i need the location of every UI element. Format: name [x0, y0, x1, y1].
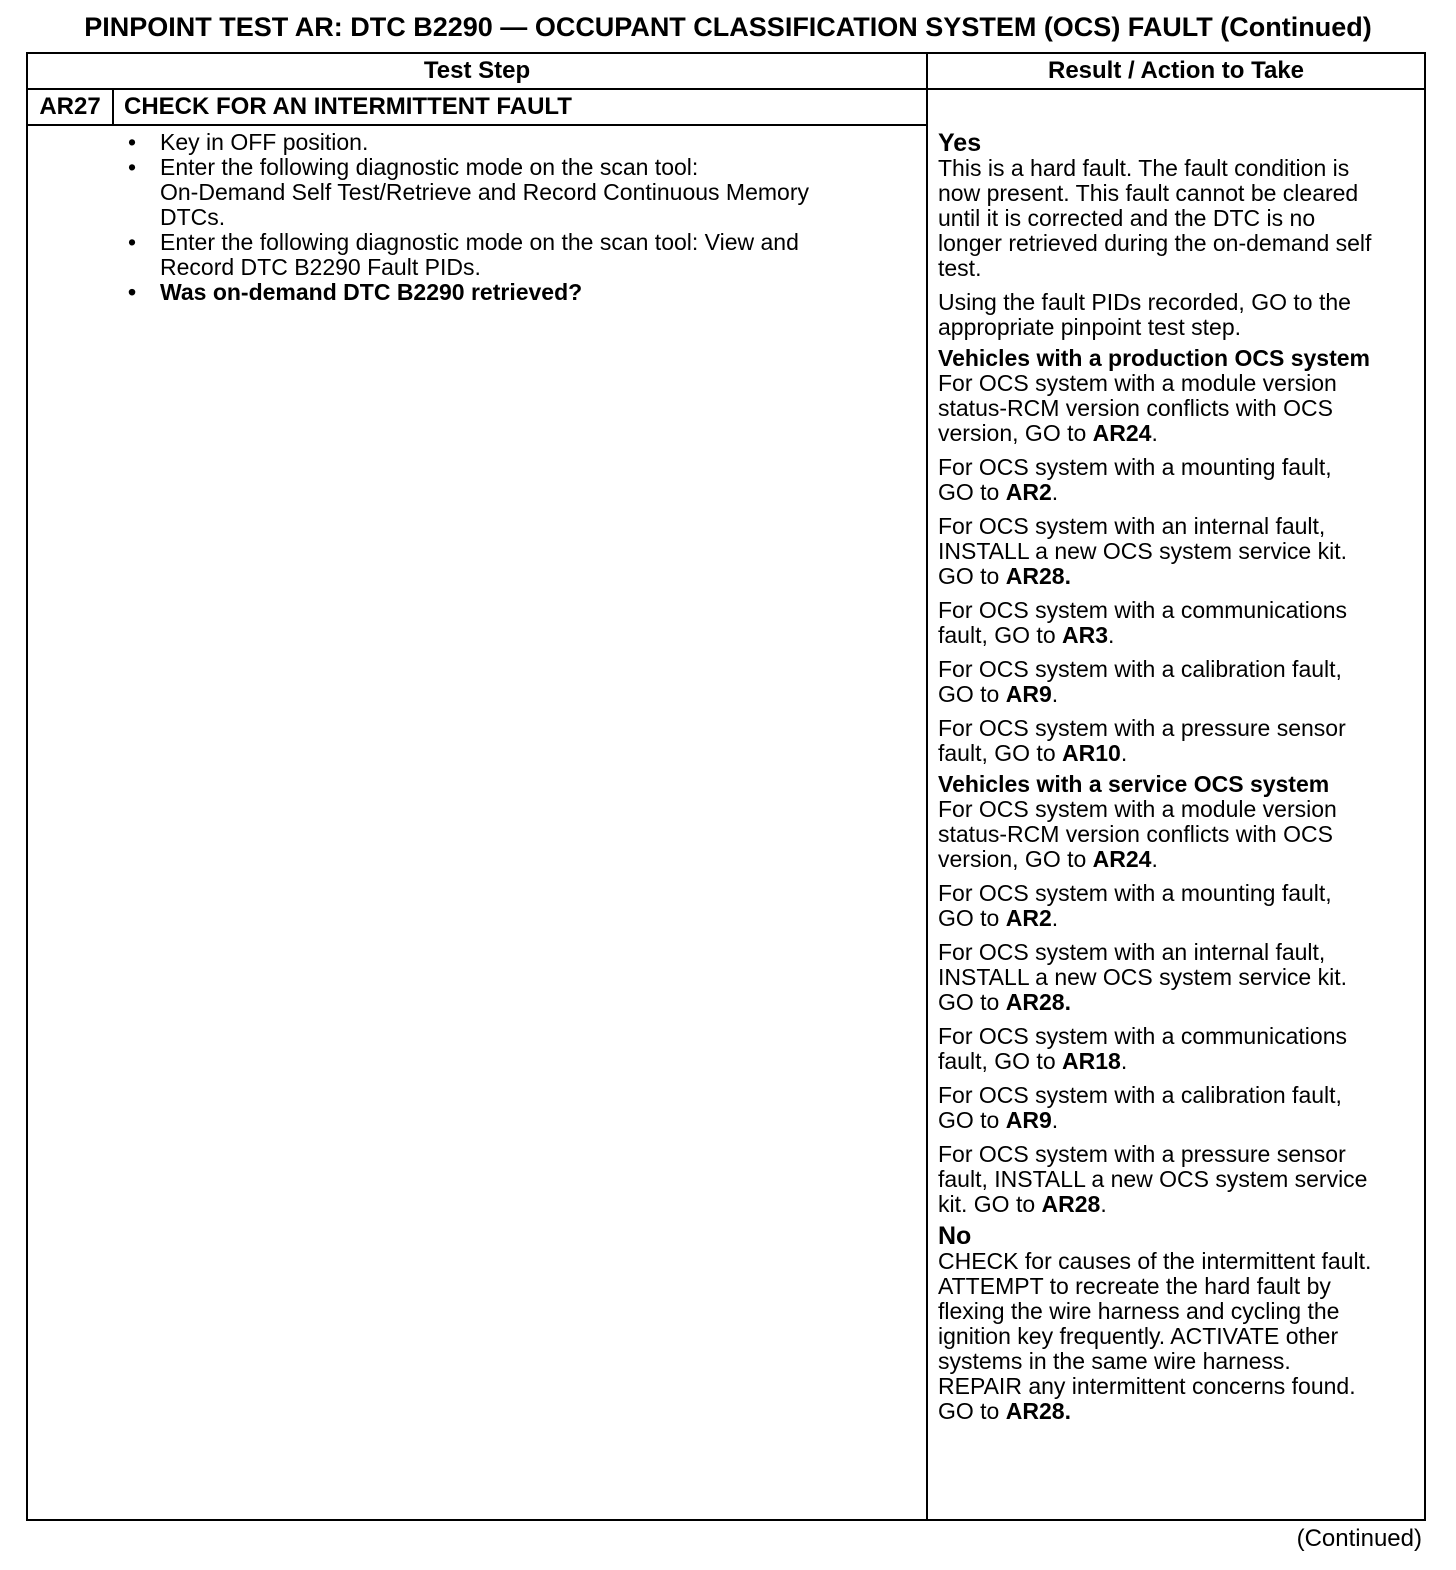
result-text: GO to AR2.	[938, 479, 1059, 505]
service-ocs-item	[938, 1142, 1420, 1217]
instruction-text: • Enter the following diagnostic mode on the scan tool:	[160, 154, 699, 180]
result-yes-paragraph	[938, 156, 1420, 281]
result-text: GO to AR9.	[938, 1107, 1059, 1133]
production-ocs-section	[938, 346, 1420, 446]
continued-label: (Continued)	[1296, 1525, 1422, 1552]
result-no-label: No	[938, 1222, 972, 1250]
result-text: systems in the same wire harness.	[938, 1348, 1291, 1374]
production-ocs-item	[938, 657, 1420, 707]
instruction-text: • Was on-demand DTC B2290 retrieved?	[160, 279, 583, 305]
step-reference: AR10	[1062, 740, 1121, 766]
result-text: For OCS system with a pressure sensor	[938, 715, 1346, 741]
result-text: INSTALL a new OCS system service kit.	[938, 964, 1348, 990]
page-title: PINPOINT TEST AR: DTC B2290 — OCCUPANT CLASSIFICATION SYSTEM (OCS) FAULT (Continued)	[84, 12, 1372, 42]
step-title-rule	[28, 124, 926, 126]
result-text: For OCS system with a communications	[938, 1023, 1348, 1049]
result-text: ignition key frequently. ACTIVATE other	[938, 1323, 1339, 1349]
result-yes-paragraph	[938, 290, 1420, 340]
step-reference: AR9	[1005, 681, 1052, 707]
result-text: now present. This fault cannot be cleared	[938, 180, 1359, 206]
step-id: AR27	[39, 93, 101, 120]
step-reference: AR9	[1005, 1107, 1052, 1133]
service-ocs-section	[938, 772, 1420, 872]
result-text: For OCS system with a calibration fault,	[938, 656, 1342, 682]
service-ocs-item	[938, 1024, 1420, 1074]
step-instructions	[124, 130, 914, 305]
step-id-divider	[112, 88, 114, 124]
result-text: For OCS system with a pressure sensor	[938, 1141, 1346, 1167]
instruction-text: • Enter the following diagnostic mode on the scan tool: View and	[160, 229, 799, 255]
step-reference: AR28	[1005, 989, 1065, 1015]
result-text: For OCS system with a module version	[938, 370, 1337, 396]
production-ocs-item	[938, 598, 1420, 648]
production-ocs-item	[938, 455, 1420, 505]
instruction-text: On-Demand Self Test/Retrieve and Record Continuous Memory	[160, 179, 809, 205]
result-text: fault, GO to AR10.	[938, 740, 1128, 766]
production-ocs-heading: Vehicles with a production OCS system	[938, 345, 1371, 371]
result-text: GO to AR28.	[938, 1398, 1071, 1424]
step-reference: AR28	[1005, 1398, 1065, 1424]
result-text: INSTALL a new OCS system service kit.	[938, 538, 1348, 564]
result-text: flexing the wire harness and cycling the	[938, 1298, 1340, 1324]
result-text: For OCS system with a calibration fault,	[938, 1082, 1342, 1108]
service-ocs-item	[938, 881, 1420, 931]
result-text: GO to AR28.	[938, 989, 1071, 1015]
instruction-question	[124, 280, 914, 305]
result-text: until it is corrected and the DTC is no	[938, 205, 1316, 231]
result-text: For OCS system with a communications	[938, 597, 1348, 623]
result-no-paragraph	[938, 1249, 1420, 1424]
step-reference: AR28	[1005, 563, 1065, 589]
result-text: REPAIR any intermittent concerns found.	[938, 1373, 1356, 1399]
result-text: longer retrieved during the on-demand self	[938, 230, 1372, 256]
instruction-item	[124, 155, 914, 230]
step-reference: AR24	[1092, 846, 1152, 872]
result-text: fault, INSTALL a new OCS system service	[938, 1166, 1368, 1192]
result-text: GO to AR2.	[938, 905, 1059, 931]
result-text: This is a hard fault. The fault condition is	[938, 155, 1350, 181]
service-ocs-item	[938, 940, 1420, 1015]
instruction-item	[124, 230, 914, 280]
instruction-text: Record DTC B2290 Fault PIDs.	[160, 254, 481, 280]
result-text: For OCS system with an internal fault,	[938, 939, 1326, 965]
result-yes-label: Yes	[938, 129, 982, 157]
instruction-text: • Key in OFF position.	[160, 129, 369, 155]
column-divider	[926, 54, 928, 1519]
result-text: For OCS system with a mounting fault,	[938, 454, 1332, 480]
instruction-item	[124, 130, 914, 155]
step-reference: AR2	[1005, 905, 1052, 931]
production-ocs-item	[938, 514, 1420, 589]
result-text: kit. GO to AR28.	[938, 1191, 1107, 1217]
result-text: appropriate pinpoint test step.	[938, 314, 1242, 340]
result-text: GO to AR28.	[938, 563, 1071, 589]
result-text: CHECK for causes of the intermittent fault.	[938, 1248, 1372, 1274]
step-reference: AR3	[1062, 622, 1109, 648]
result-text: For OCS system with a module version	[938, 796, 1337, 822]
service-ocs-heading: Vehicles with a service OCS system	[938, 771, 1330, 797]
header-result-action: Result / Action to Take	[1047, 57, 1305, 84]
step-reference: AR24	[1092, 420, 1152, 446]
result-text: fault, GO to AR3.	[938, 622, 1115, 648]
pinpoint-test-table	[26, 52, 1426, 1521]
result-text: GO to AR9.	[938, 681, 1059, 707]
result-text: status-RCM version conflicts with OCS	[938, 821, 1333, 847]
result-text: test.	[938, 255, 982, 281]
step-reference: AR18	[1062, 1048, 1121, 1074]
header-test-step: Test Step	[423, 57, 531, 84]
instruction-text: DTCs.	[160, 204, 226, 230]
result-text: fault, GO to AR18.	[938, 1048, 1128, 1074]
result-action-column	[938, 130, 1420, 1424]
step-title: CHECK FOR AN INTERMITTENT FAULT	[124, 93, 572, 120]
result-text: For OCS system with a mounting fault,	[938, 880, 1332, 906]
production-ocs-item	[938, 716, 1420, 766]
result-text: Using the fault PIDs recorded, GO to the	[938, 289, 1351, 315]
result-text: version, GO to AR24.	[938, 846, 1158, 872]
result-text: For OCS system with an internal fault,	[938, 513, 1326, 539]
service-ocs-item	[938, 1083, 1420, 1133]
step-reference: AR28	[1041, 1191, 1101, 1217]
result-text: version, GO to AR24.	[938, 420, 1158, 446]
result-text: ATTEMPT to recreate the hard fault by	[938, 1273, 1331, 1299]
step-reference: AR2	[1005, 479, 1052, 505]
result-text: status-RCM version conflicts with OCS	[938, 395, 1333, 421]
